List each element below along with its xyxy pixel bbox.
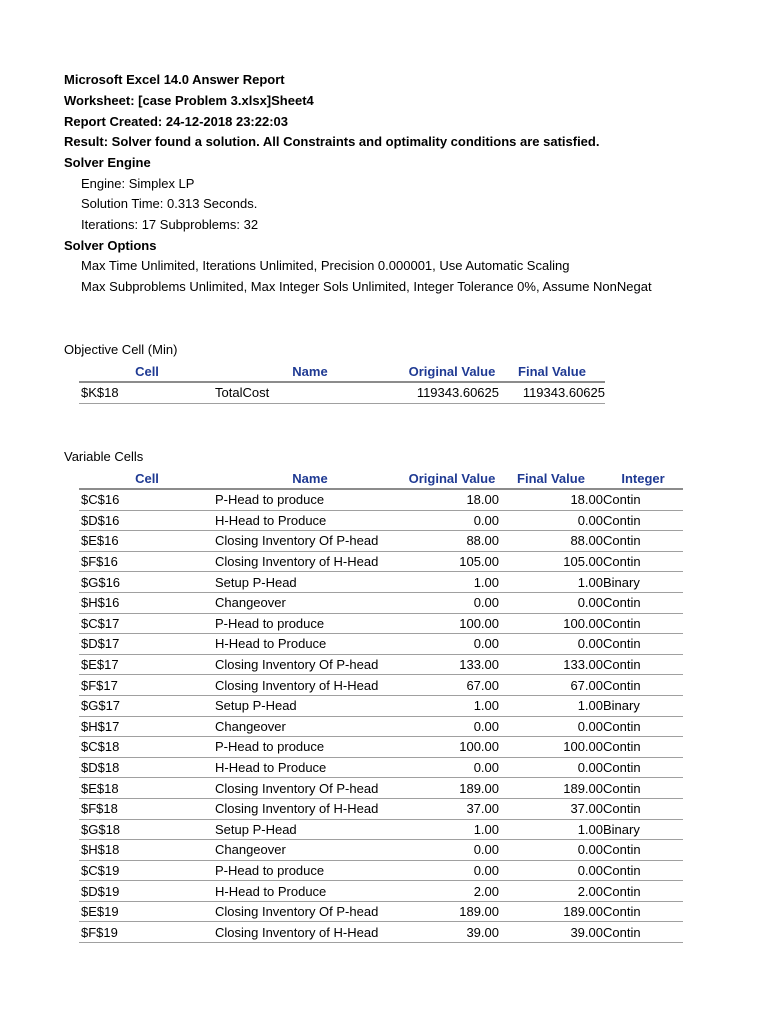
cell-name: Closing Inventory Of P-head: [215, 657, 379, 673]
objective-table: [79, 361, 605, 404]
cell-ref: $H$17: [81, 718, 120, 734]
table-row: [79, 510, 683, 531]
cell-name: H-Head to Produce: [215, 760, 327, 776]
objective-row: [79, 382, 605, 403]
cell-name: Changeover: [215, 842, 286, 858]
table-row: [79, 654, 683, 675]
final-value: 105.00: [563, 554, 603, 570]
header-name: Name: [292, 470, 328, 486]
original-value: 100.00: [459, 739, 499, 755]
final-value: 1.00: [577, 574, 603, 590]
integer-type: Contin: [603, 739, 641, 755]
table-row: [79, 531, 683, 552]
cell-ref: $E$17: [81, 657, 119, 673]
header-name: Name: [292, 363, 328, 379]
cell-name: Closing Inventory of H-Head: [215, 924, 379, 940]
final-value: 0.00: [577, 595, 603, 611]
final-value: 1.00: [577, 821, 603, 837]
final-value: 0.00: [577, 718, 603, 734]
original-value: 100.00: [459, 615, 499, 631]
final-value: 0.00: [577, 636, 603, 652]
table-row: [79, 551, 683, 572]
cell-name: H-Head to Produce: [215, 636, 327, 652]
solution-time-line: Solution Time: 0.313 Seconds.: [81, 196, 258, 211]
final-value: 1.00: [577, 698, 603, 714]
original-value: 0.00: [473, 718, 499, 734]
cell-name: H-Head to Produce: [215, 512, 327, 528]
final-value: 39.00: [570, 924, 603, 940]
final-value: 0.00: [577, 842, 603, 858]
header-cell: Cell: [135, 363, 159, 379]
integer-type: Binary: [603, 698, 640, 714]
final-value: 0.00: [577, 862, 603, 878]
original-value: 39.00: [466, 924, 499, 940]
original-value: 0.00: [473, 760, 499, 776]
cell-ref: $G$16: [81, 574, 121, 590]
table-row: [79, 695, 683, 716]
final-value: 189.00: [563, 780, 603, 796]
cell-name: Closing Inventory Of P-head: [215, 780, 379, 796]
table-row: [79, 860, 683, 881]
integer-type: Contin: [603, 492, 641, 508]
cell-name: H-Head to Produce: [215, 883, 327, 899]
header-final-value: Final Value: [517, 470, 585, 486]
options-line-2: Max Subproblems Unlimited, Max Integer Sols Unlimited, Integer Tolerance 0%, Assume NonNegat: [81, 279, 652, 294]
original-value: 0.00: [473, 842, 499, 858]
report-created-line: Report Created: 24-12-2018 23:22:03: [64, 114, 288, 129]
original-value: 0.00: [473, 862, 499, 878]
cell-name: Setup P-Head: [215, 698, 297, 714]
integer-type: Contin: [603, 760, 641, 776]
table-row: [79, 613, 683, 634]
integer-type: Contin: [603, 842, 641, 858]
header-original-value: Original Value: [408, 470, 496, 486]
table-row: [79, 922, 683, 943]
cell-name: P-Head to produce: [215, 492, 325, 508]
cell-name: Closing Inventory Of P-head: [215, 533, 379, 549]
table-row: [79, 757, 683, 778]
objective-cell-ref: $K$18: [81, 385, 119, 401]
cell-ref: $F$17: [81, 677, 118, 693]
report-title: Microsoft Excel 14.0 Answer Report: [64, 72, 285, 87]
table-row: [79, 716, 683, 737]
engine-line: Engine: Simplex LP: [81, 176, 195, 191]
cell-ref: $E$16: [81, 533, 119, 549]
cell-ref: $F$16: [81, 554, 118, 570]
final-value: 0.00: [577, 512, 603, 528]
original-value: 0.00: [473, 512, 499, 528]
cell-ref: $C$19: [81, 862, 120, 878]
table-row: [79, 819, 683, 840]
cell-name: P-Head to produce: [215, 739, 325, 755]
original-value: 189.00: [459, 904, 499, 920]
original-value: 1.00: [473, 821, 499, 837]
cell-ref: $H$16: [81, 595, 120, 611]
cell-name: Closing Inventory of H-Head: [215, 554, 379, 570]
cell-name: P-Head to produce: [215, 615, 325, 631]
table-row: [79, 840, 683, 861]
integer-type: Contin: [603, 554, 641, 570]
integer-type: Contin: [603, 657, 641, 673]
original-value: 18.00: [466, 492, 499, 508]
worksheet-line: Worksheet: [case Problem 3.xlsx]Sheet4: [64, 93, 314, 108]
original-value: 37.00: [466, 801, 499, 817]
options-line-1: Max Time Unlimited, Iterations Unlimited, Precision 0.000001, Use Automatic Scaling: [81, 258, 570, 273]
integer-type: Contin: [603, 801, 641, 817]
final-value: 133.00: [563, 657, 603, 673]
cell-ref: $E$19: [81, 904, 119, 920]
solver-options-heading: Solver Options: [64, 238, 157, 253]
integer-type: Contin: [603, 512, 641, 528]
cell-name: Changeover: [215, 718, 286, 734]
cell-ref: $G$18: [81, 821, 121, 837]
final-value: 100.00: [563, 739, 603, 755]
original-value: 1.00: [473, 574, 499, 590]
header-cell: Cell: [135, 470, 159, 486]
original-value: 88.00: [466, 533, 499, 549]
cell-ref: $F$19: [81, 924, 118, 940]
original-value: 1.00: [473, 698, 499, 714]
objective-final-value: 119343.60625: [522, 385, 605, 401]
integer-type: Contin: [603, 615, 641, 631]
result-line: Result: Solver found a solution. All Constraints and optimality conditions are satisfied.: [64, 134, 600, 149]
objective-name: TotalCost: [215, 385, 270, 401]
integer-type: Contin: [603, 636, 641, 652]
table-row: [79, 675, 683, 696]
cell-ref: $D$16: [81, 512, 120, 528]
iterations-line: Iterations: 17 Subproblems: 32: [81, 217, 259, 232]
table-row: [79, 592, 683, 613]
table-row: [79, 489, 683, 510]
variables-table: [79, 468, 683, 943]
integer-type: Contin: [603, 883, 641, 899]
integer-type: Contin: [603, 780, 641, 796]
integer-type: Binary: [603, 821, 640, 837]
integer-type: Contin: [603, 904, 641, 920]
cell-ref: $C$18: [81, 739, 120, 755]
cell-ref: $D$18: [81, 760, 120, 776]
cell-ref: $F$18: [81, 801, 118, 817]
original-value: 133.00: [459, 657, 499, 673]
final-value: 18.00: [570, 492, 603, 508]
final-value: 100.00: [563, 615, 603, 631]
integer-type: Contin: [603, 677, 641, 693]
cell-name: Closing Inventory of H-Head: [215, 677, 379, 693]
original-value: 105.00: [459, 554, 499, 570]
integer-type: Contin: [603, 533, 641, 549]
original-value: 0.00: [473, 636, 499, 652]
header-final-value: Final Value: [518, 363, 586, 379]
cell-name: Setup P-Head: [215, 574, 297, 590]
final-value: 2.00: [577, 883, 603, 899]
integer-type: Binary: [603, 574, 640, 590]
cell-ref: $C$17: [81, 615, 120, 631]
table-row: [79, 798, 683, 819]
objective-section-title: Objective Cell (Min): [64, 342, 178, 357]
table-row: [79, 901, 683, 922]
table-row: [79, 778, 683, 799]
objective-header-row: [79, 361, 605, 382]
cell-name: Setup P-Head: [215, 821, 297, 837]
cell-ref: $E$18: [81, 780, 119, 796]
table-row: [79, 572, 683, 593]
integer-type: Contin: [603, 595, 641, 611]
objective-original-value: 119343.60625: [416, 385, 499, 401]
cell-ref: $C$16: [81, 492, 120, 508]
final-value: 37.00: [570, 801, 603, 817]
final-value: 189.00: [563, 904, 603, 920]
cell-name: P-Head to produce: [215, 862, 325, 878]
final-value: 88.00: [570, 533, 603, 549]
table-row: [79, 881, 683, 902]
final-value: 67.00: [570, 677, 603, 693]
variables-header-row: [79, 468, 683, 489]
original-value: 67.00: [466, 677, 499, 693]
cell-ref: $D$17: [81, 636, 120, 652]
cell-name: Closing Inventory Of P-head: [215, 904, 379, 920]
cell-name: Changeover: [215, 595, 286, 611]
original-value: 2.00: [473, 883, 499, 899]
table-row: [79, 634, 683, 655]
cell-name: Closing Inventory of H-Head: [215, 801, 379, 817]
final-value: 0.00: [577, 760, 603, 776]
integer-type: Contin: [603, 718, 641, 734]
integer-type: Contin: [603, 924, 641, 940]
cell-ref: $D$19: [81, 883, 120, 899]
integer-type: Contin: [603, 862, 641, 878]
header-integer: Integer: [621, 470, 665, 486]
table-row: [79, 737, 683, 758]
solver-engine-heading: Solver Engine: [64, 155, 151, 170]
original-value: 0.00: [473, 595, 499, 611]
cell-ref: $G$17: [81, 698, 121, 714]
header-original-value: Original Value: [408, 363, 496, 379]
variables-section-title: Variable Cells: [64, 449, 144, 464]
original-value: 189.00: [459, 780, 499, 796]
cell-ref: $H$18: [81, 842, 120, 858]
